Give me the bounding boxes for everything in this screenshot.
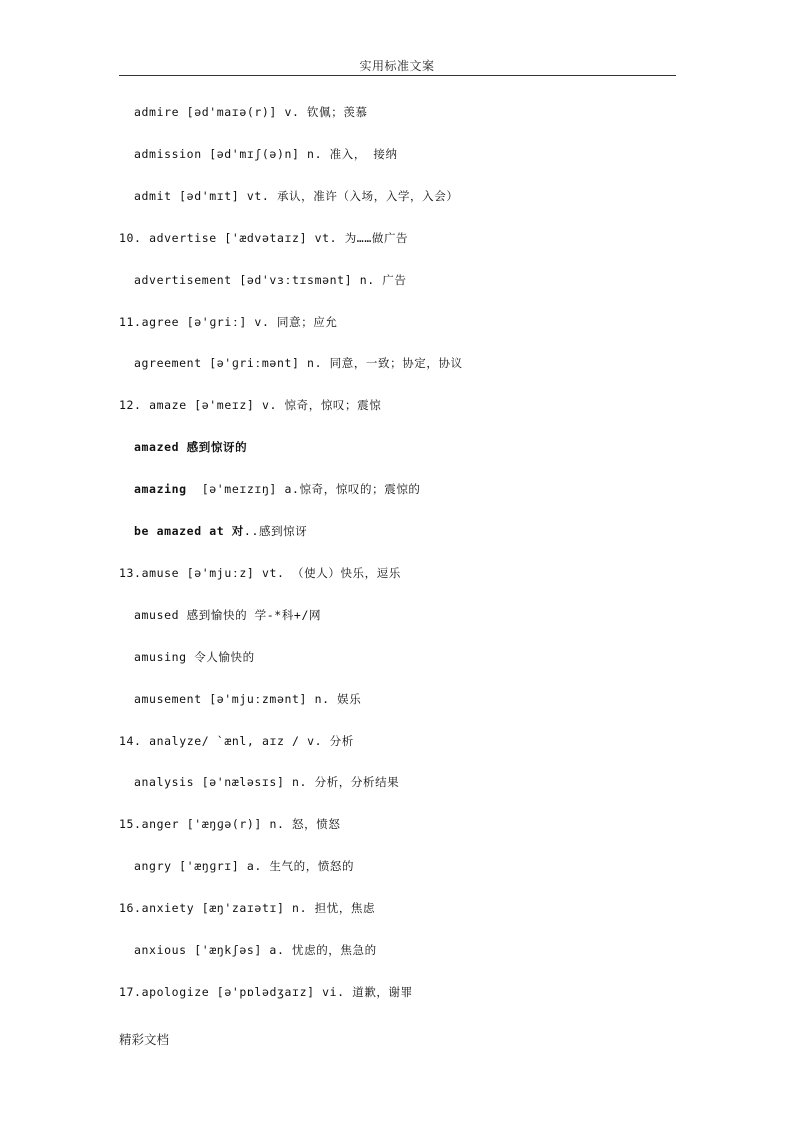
- vocab-entry: 13.amuse [ə'mjuːz] vt. （使人）快乐，逗乐: [119, 566, 401, 580]
- vocab-entry: 17.apologize [ə'pɒlədʒaɪz] vi. 道歉，谢罪: [119, 985, 413, 999]
- vocab-entry: [134, 481, 421, 497]
- vocab-definition: [ə'meɪzɪŋ] a.惊奇，惊叹的；震惊的: [186, 482, 421, 496]
- vocab-entry: 15.anger ['æŋɡə(r)] n. 怒，愤怒: [119, 817, 341, 831]
- vocab-entry: amazed 感到惊讶的: [134, 440, 248, 454]
- vocab-entry: amused 感到愉快的 学-*科+/网: [134, 608, 322, 622]
- vocab-entry: 11.agree [ə'ɡriː] v. 同意；应允: [119, 315, 338, 329]
- vocab-entry: agreement [ə'ɡriːmənt] n. 同意，一致；协定，协议: [134, 356, 463, 370]
- vocab-entry: angry ['æŋɡrɪ] a. 生气的，愤怒的: [134, 859, 355, 873]
- vocab-entry: analysis [ə'næləsɪs] n. 分析，分析结果: [134, 775, 400, 789]
- vocab-entry: anxious ['æŋkʃəs] a. 忧虑的，焦急的: [134, 943, 377, 957]
- vocab-entry: [134, 523, 307, 539]
- vocab-entry: admission [əd'mɪʃ(ə)n] n. 准入， 接纳: [134, 147, 398, 161]
- vocab-entry: 14. analyze/ `ænl, aɪz / v. 分析: [119, 734, 354, 748]
- vocab-entry: 12. amaze [ə'meɪz] v. 惊奇，惊叹；震惊: [119, 398, 382, 412]
- vocab-headword: be amazed at 对: [134, 524, 244, 538]
- vocab-headword: amazing: [134, 482, 187, 496]
- vocab-entry: admire [əd'maɪə(r)] v. 钦佩；羡慕: [134, 105, 368, 119]
- vocab-entry: 16.anxiety [æŋ'zaɪətɪ] n. 担忧，焦虑: [119, 901, 376, 915]
- page-footer: 精彩文档: [119, 1032, 170, 1047]
- vocab-entry: admit [əd'mɪt] vt. 承认，准许（入场，入学，入会）: [134, 189, 459, 203]
- header-rule: [119, 75, 676, 76]
- page-header: 实用标准文案: [359, 59, 435, 73]
- vocab-entry: amusing 令人愉快的: [134, 650, 255, 664]
- vocab-entry: amusement [ə'mjuːzmənt] n. 娱乐: [134, 692, 362, 706]
- vocab-definition: ..感到惊讶: [243, 524, 308, 538]
- vocab-entry: 10. advertise ['ædvətaɪz] vt. 为……做广告: [119, 231, 409, 245]
- vocab-entry: advertisement [əd'vɜːtɪsmənt] n. 广告: [134, 273, 407, 287]
